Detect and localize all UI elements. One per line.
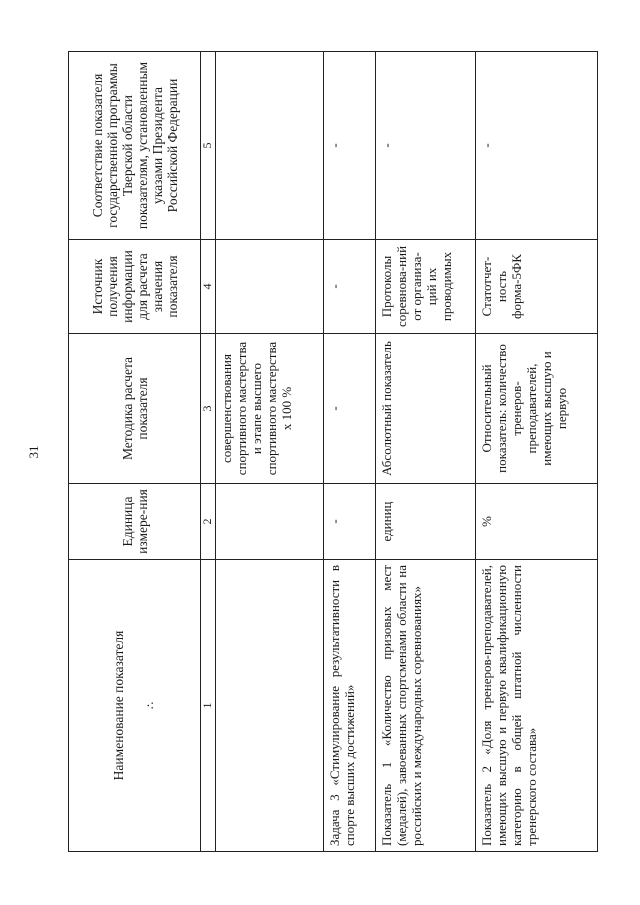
header-compliance: Соответствие показателя государственной программы Тверской области показателям, установленным указами Президента Российской Федерации	[69, 52, 201, 240]
continuation-cell	[216, 240, 324, 334]
page-number: 31	[26, 445, 41, 459]
table-row	[376, 52, 476, 852]
continuation-cell	[216, 52, 324, 240]
indicator-name-cell: Показатель 2 «Доля тренеров-преподавателей, имеющих высшую и первую квалификационную категорию в общей штатной численности тренерского состава»	[476, 560, 598, 852]
compliance-cell: -	[376, 52, 476, 240]
column-number-row	[201, 52, 216, 852]
header-method: Методика расчета показателя	[69, 334, 201, 484]
unit-cell: -	[324, 484, 376, 560]
indicator-table-sheet	[68, 52, 598, 852]
unit-cell: единиц	[376, 484, 476, 560]
header-indicator-name: Наименование показателя ∴	[69, 560, 201, 852]
method-cell: Абсолютный показатель	[376, 334, 476, 484]
table-row	[476, 52, 598, 852]
blot-mark-icon: ∴	[144, 702, 157, 709]
table-header-row	[69, 52, 201, 852]
column-number: 4	[201, 240, 216, 334]
column-number: 2	[201, 484, 216, 560]
continuation-cell	[216, 484, 324, 560]
column-number: 1	[201, 560, 216, 852]
method-cell: Относительный показатель: количество тренеров-преподавателей, имеющих высшую и первую	[476, 334, 598, 484]
indicator-name-cell: Задача 3 «Стимулирование результативности в спорте высших достижений»	[324, 560, 376, 852]
method-cell: -	[324, 334, 376, 484]
indicator-name-cell: Показатель 1 «Количество призовых мест (медалей), завоеванных спортсменами области на российских и международных соревнованиях»	[376, 560, 476, 852]
continuation-method-cell: совершенствования спортивного мастерства и этапе высшего спортивного мастерства х 100 %	[216, 334, 324, 484]
column-number: 5	[201, 52, 216, 240]
unit-cell: %	[476, 484, 598, 560]
continuation-cell	[216, 560, 324, 852]
continuation-row	[216, 52, 324, 852]
column-number: 3	[201, 334, 216, 484]
table-row	[324, 52, 376, 852]
header-unit: Единица измере-ния	[69, 484, 201, 560]
compliance-cell: -	[324, 52, 376, 240]
indicator-table	[68, 51, 598, 852]
header-source: Источник получения информации для расчета значения показателя	[69, 240, 201, 334]
source-cell: Статотчет-ность форма-5ФК	[476, 240, 598, 334]
source-cell: -	[324, 240, 376, 334]
compliance-cell: -	[476, 52, 598, 240]
source-cell: Протоколы соревнова-ний от организа-ций их проводимых	[376, 240, 476, 334]
